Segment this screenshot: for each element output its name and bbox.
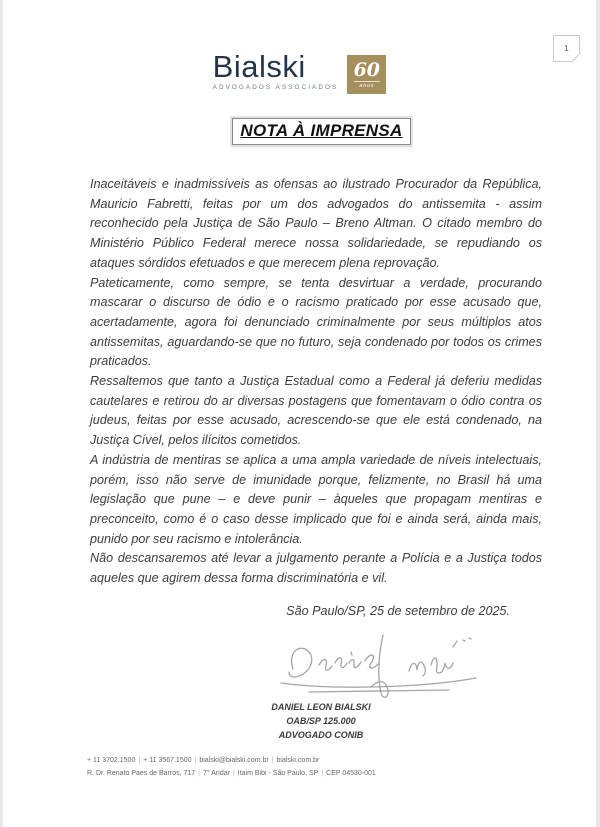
- footer-address-line: [87, 768, 376, 781]
- footer-separator: |: [138, 757, 141, 764]
- logo-wordmark: Bialski: [212, 49, 306, 84]
- body-paragraph: Ressaltemos que tanto a Justiça Estadual como a Federal já deferiu medidas cautelares e retirou do ar diversas postagens que fomentavam o ódio contra os judeus, feitas por esse acusado, acrescendo-se que ele está condenado, na Justiça Cível, pelos ilícitos cometidos.: [90, 374, 542, 448]
- footer-separator: |: [198, 769, 200, 777]
- footer-contact-line: [87, 755, 376, 768]
- footer-website: bialski.com.br: [276, 757, 320, 764]
- body-paragraph: Não descansaremos até levar a julgamento perante a Polícia e a Justiça todos aqueles que agirem dessa forma discriminatória e vil.: [90, 551, 542, 586]
- logo-60-anos-badge: [347, 55, 386, 94]
- signatory-oab: OAB/SP 125.000: [286, 716, 356, 726]
- footer-cep: CEP 04530-001: [326, 769, 376, 777]
- footer-phone-2: + 11 3567.1500: [143, 757, 192, 764]
- footer-floor: 7° Andar: [203, 769, 230, 777]
- signature-image: [271, 625, 486, 703]
- footer-district: Itaim Bibi - São Paulo, SP: [237, 769, 319, 777]
- signatory-name: DANIEL LEON BIALSKI: [271, 702, 371, 712]
- footer-separator: |: [321, 769, 324, 777]
- footer-separator: |: [232, 769, 235, 777]
- badge-label: anos: [354, 81, 380, 89]
- footer-separator: |: [271, 757, 274, 764]
- page-number: 1: [564, 44, 569, 53]
- footer-phone-1: + 11 3702.1500: [87, 757, 136, 764]
- footer-email: bialski@bialski.com.br: [199, 757, 269, 764]
- dateline: São Paulo/SP, 25 de setembro de 2025.: [286, 603, 510, 618]
- body-paragraph: A indústria de mentiras se aplica a uma ampla variedade de níveis intelectuais, porém, isso não serve de imunidade porque, felizmente, no Brasil há uma legislação que pune – e deve punir – àqueles que propagam mentiras e preconceito, como é o caso desse implicado que foi e ainda será, ainda mais, punido por seu racismo e intolerância.: [90, 452, 542, 546]
- footer: [87, 755, 376, 780]
- body-paragraph: Pateticamente, como sempre, se tenta desvirtuar a verdade, procurando mascarar o discurso de ódio e o racismo praticado por esse acusado que, acertadamente, agora foi denunciado criminalmente por seus múltiplos atos antissemitas, aguardando-se que no futuro, seja condenado por todos os crimes praticados.: [90, 275, 542, 369]
- firm-logo: [3, 49, 596, 94]
- press-note-title: NOTA À IMPRENSA: [232, 118, 410, 145]
- signature-block: [225, 700, 417, 742]
- signatory-role: ADVOGADO CONIB: [278, 730, 364, 740]
- logo-text-group: [212, 49, 339, 91]
- logo-tagline: ADVOGADOS ASSOCIADOS: [212, 84, 339, 91]
- body-paragraph: Inaceitáveis e inadmissíveis as ofensas ao ilustrado Procurador da República, Mauricio Fabretti, feitas por um dos advogados do antissemita - assim reconhecido pela Justiça de São Paulo – Breno Altman. O citado membro do Ministério Público Federal merece nossa solidariedade, se repudiando os ataques sórdidos efetuados e que merecem plena reprovação.: [90, 177, 542, 270]
- footer-street: R. Dr. Renato Paes de Barros, 717: [87, 769, 196, 777]
- footer-separator: |: [194, 757, 197, 764]
- badge-number: 60: [353, 58, 381, 81]
- letter-body: [90, 175, 542, 621]
- title-row: [3, 118, 596, 145]
